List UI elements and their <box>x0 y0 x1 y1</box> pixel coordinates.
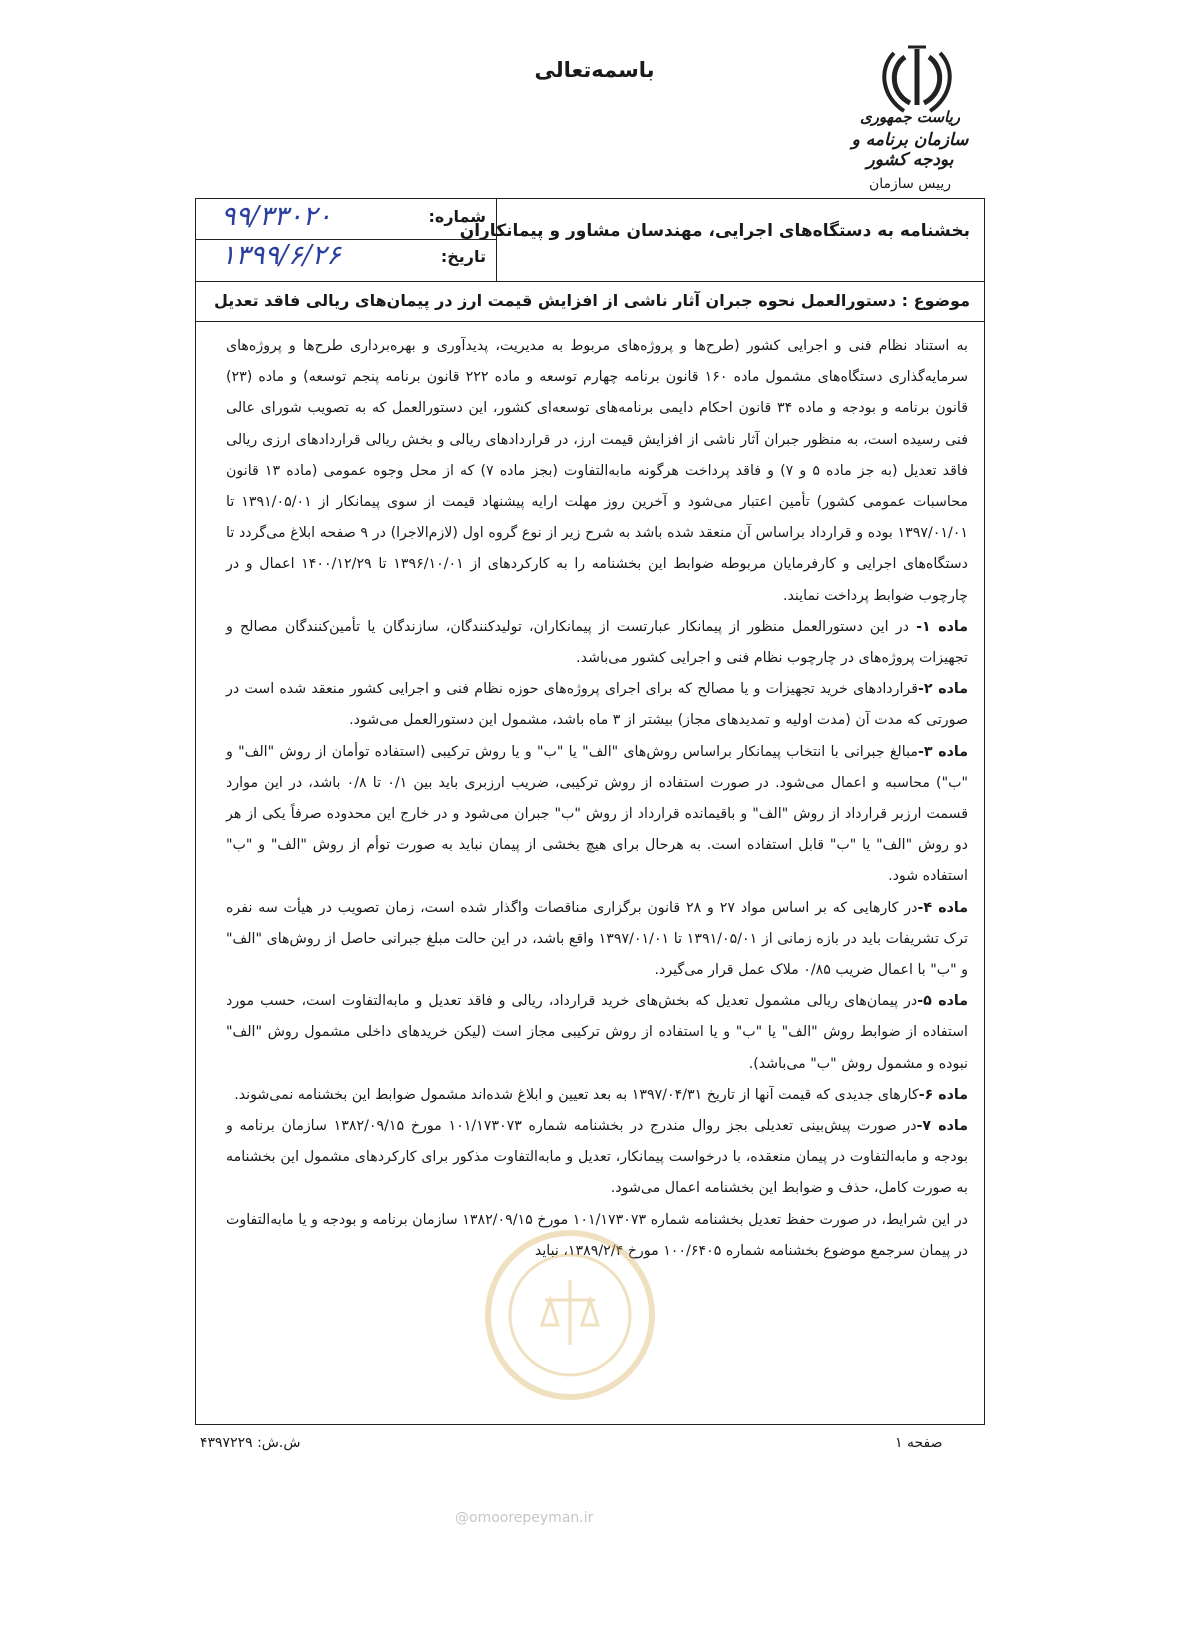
letter-number: ۹۹/۳۳۰۲۰ <box>221 201 332 232</box>
article-7-text: در صورت پیش‌بینی تعدیلی بجز روال مندرج در بخشنامه شماره ۱۰۱/۱۷۳۰۷۳ مورخ ۱۳۸۲/۰۹/۱۵ سازمان برنامه و بودجه و مابه‌التفاوت در پیمان منعقده، با درخواست پیمانکار، تعدیل و مابه‌التفاوت مذکور برای کارکردهای مشمول این بخشنامه به صورت کامل، حذف و ضوابط این بخشنامه اعمال می‌شود. <box>226 1118 968 1197</box>
article-1 <box>226 612 968 674</box>
closing-paragraph: در این شرایط، در صورت حفظ تعدیل بخشنامه شماره ۱۰۱/۱۷۳۰۷۳ مورخ ۱۳۸۲/۰۹/۱۵ سازمان برنامه و بودجه و یا مابه‌التفاوت در پیمان سرجمع موضوع بخشنامه شماره ۱۰۰/۶۴۰۵ مورخ ۱۳۸۹/۲/۴، نباید <box>226 1211 968 1259</box>
letter-date: ۱۳۹۹/۶/۲۶ <box>221 240 341 271</box>
org-presidency: ریاست جمهوری <box>859 108 961 126</box>
organization-block <box>830 108 990 192</box>
article-6 <box>226 1080 968 1111</box>
article-4-text: در کارهایی که بر اساس مواد ۲۷ و ۲۸ قانون برگزاری مناقصات واگذار شده است، زمان تصویب در هیأت سه نفره ترک تشریفات باید در بازه زمانی از ۱۳۹۱/۰۵/۰۱ تا ۱۳۹۷/۰۱/۰۱ واقع باشد، در این حالت مبلغ جبرانی حاصل از روش‌های "الف" و "ب" با اعمال ضریب ۰/۸۵ ملاک عمل قرار می‌گیرد. <box>226 899 969 979</box>
bismillah: باسمه‌تعالی <box>534 58 655 82</box>
intro-paragraph: به استناد نظام فنی و اجرایی کشور (طرح‌ها و پروژه‌های مربوط به مدیریت، پدیدآوری و بهره‌برداری طرح‌ها و پروژه‌های سرمایه‌گذاری دستگاه‌های مشمول ماده ۱۶۰ قانون برنامه چهارم توسعه و ماده ۲۲۲ قانون برنامه پنجم توسعه) و ماده (۲۳) قانون برنامه و بودجه و ماده ۳۴ قانون احکام دایمی برنامه‌های توسعه‌ای کشور، این دستورالعمل که به تصویب شورای عالی فنی رسیده است، به منظور جبران آثار ناشی از افزایش قیمت ارز، در قراردادهای ریالی و بخش ریالی قراردادهای ارزی ریالی فاقد تعدیل (به جز ماده ۵ و ۷) و فاقد پرداخت هرگونه مابه‌التفاوت (بجز ماده ۷) که از محل وجوه عمومی (ماده ۱۳ قانون محاسبات عمومی کشور) تأمین اعتبار می‌شود و آخرین روز مهلت ارایه پیشنهاد قیمت از سوی پیمانکار از ۱۳۹۱/۰۵/۰۱ تا ۱۳۹۷/۰۱/۰۱ بوده و قرارداد براساس آن منعقد شده باشد به شرح زیر از نوع گروه اول (لازم‌الاجرا) در ۹ صفحه ابلاغ می‌گردد تا دستگاه‌های اجرایی و کارفرمایان مربوطه ضوابط این بخشنامه را به کارکردهای از ۱۳۹۶/۱۰/۰۱ تا ۱۴۰۰/۱۲/۲۹ اعمال و در چارچوب ضوابط پرداخت نمایند. <box>226 338 969 604</box>
article-7-label: ماده ۷- <box>916 1118 968 1135</box>
number-label: شماره: <box>428 207 486 226</box>
article-6-text: کارهای جدیدی که قیمت آنها از تاریخ ۱۳۹۷/۰۴/۳۱ به بعد تعیین و ابلاغ شده‌اند مشمول ضوابط این بخشنامه نمی‌شوند. <box>234 1086 919 1103</box>
org-name: سازمان برنامه و بودجه کشور <box>851 130 969 170</box>
subject-text: موضوع : دستورالعمل نحوه جبران آثار ناشی از افزایش قیمت ارز در پیمان‌های ریالی فاقد تعدیل <box>214 291 970 310</box>
article-3 <box>226 737 968 893</box>
article-3-label: ماده ۳- <box>917 743 968 760</box>
article-5 <box>226 986 968 1080</box>
article-4 <box>226 893 968 987</box>
article-4-label: ماده ۴- <box>917 899 969 916</box>
article-2-label: ماده ۲- <box>918 681 968 698</box>
article-7 <box>226 1111 968 1205</box>
letter-title: بخشنامه به دستگاه‌های اجرایی، مهندسان مشاور و پیمانکاران <box>459 221 970 241</box>
article-1-label: ماده ۱- <box>916 618 969 635</box>
letter-header <box>196 199 984 282</box>
page-number: صفحه ۱ <box>895 1435 943 1451</box>
article-6-label: ماده ۶- <box>918 1086 968 1103</box>
subject-row <box>196 281 984 322</box>
letter-meta <box>196 199 497 281</box>
article-5-text: در پیمان‌های ریالی مشمول تعدیل که بخش‌های خرید قرارداد، ریالی و فاقد تعدیل و مابه‌التفاوت است، حسب مورد استفاده از ضوابط روش "الف" یا "ب" و یا استفاده از روش ترکیبی مجاز است (لیکن خریدهای داخلی مشمول روش "الف" نبوده و مشمول روش "ب" می‌باشد). <box>226 993 968 1072</box>
date-label: تاریخ: <box>440 247 486 266</box>
article-5-label: ماده ۵- <box>917 993 968 1010</box>
reference-number: ش.ش: ۴۳۹۷۲۲۹ <box>200 1435 301 1451</box>
watermark-site: @omoorepeyman.ir <box>455 1510 594 1526</box>
org-head: رییس سازمان <box>869 176 951 192</box>
watermark-seal-icon <box>480 1225 660 1405</box>
article-3-text: مبالغ جبرانی با انتخاب پیمانکار براساس روش‌های "الف" یا "ب" و یا روش ترکیبی (استفاده توأمان از روش "الف" و "ب") محاسبه و اعمال می‌شود. در صورت استفاده از روش ترکیبی، ضریب ارزبری باید بین ۰/۱ تا ۰/۸ باشد، در این موارد قسمت ارزبر قرارداد از روش "الف" و باقیمانده قرارداد از روش "ب" جبران می‌شود و در خارج این محدوده صرفاً یکی از هر دو روش "الف" یا "ب" قابل استفاده است. به هرحال برای هیچ بخشی از پیمان نباید به صورت توأم از روش "الف" و "ب" استفاده شود. <box>226 743 968 885</box>
iran-emblem-icon <box>880 45 955 117</box>
article-2-text: قراردادهای خرید تجهیزات و یا مصالح که برای اجرای پروژه‌های حوزه نظام فنی و اجرایی کشور منعقد شده است در صورتی که مدت آن (مدت اولیه و تمدیدهای مجاز) بیشتر از ۳ ماه باشد، مشمول این دستورالعمل می‌شود. <box>226 681 968 729</box>
article-2 <box>226 674 968 736</box>
letter-body <box>226 331 968 1267</box>
article-1-text: در این دستورالعمل منظور از پیمانکار عبارتست از پیمانکاران، تولیدکنندگان، سازندگان یا تأمین‌کنندگان مصالح و تجهیزات پروژه‌های در چارچوب نظام فنی و اجرایی کشور می‌باشد. <box>226 618 968 667</box>
